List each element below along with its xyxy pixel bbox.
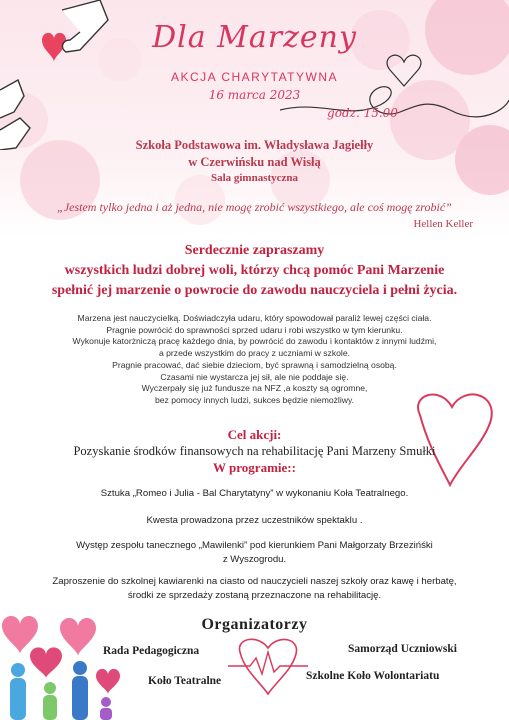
invitation-line: spełnić jej marzenie o powrocie do zawodu nauczyciela i pełni życia. — [51, 283, 458, 298]
program-item-line: z Wyszogrodu. — [222, 554, 287, 565]
program-item — [0, 539, 509, 567]
program-item-line: środki ze sprzedaży zostaną przeznaczone na rehabilitację. — [127, 590, 382, 601]
school-line2: w Czerwińsku nad Wisłą — [188, 155, 321, 169]
story-line: bez pomocy innych ludzi, sukces będzie niemożliwy. — [154, 394, 355, 405]
venue-school — [0, 137, 509, 171]
invitation — [0, 241, 509, 301]
page-title: Dla Marzeny — [152, 20, 357, 55]
story-line: Pragnie pracować, dać siebie dzieciom, być sprawną i samodzielną osobą. — [112, 359, 397, 370]
program-item-line: Zaproszenie do szkolnej kawiarenki na ciasto od nauczycieli naszej szkoły oraz kawę i herbatę, — [52, 576, 457, 587]
school-line1: Szkoła Podstawowa im. Władysława Jagiełły — [135, 138, 374, 152]
invitation-line: wszystkich ludzi dobrej woli, którzy chcą pomóc Pani Marzenie — [64, 263, 445, 278]
story-line: Wyczerpały się już fundusze na NFZ ,a koszty są ogromne, — [141, 383, 368, 394]
event-subtitle: AKCJA CHARYTATYWNA — [170, 70, 339, 84]
heart-pulse-icon — [228, 632, 308, 700]
program-item-line: Występ zespołu tanecznego „Mawilenki” pod kierunkiem Pani Małgorzaty Brzezińśki — [76, 540, 433, 551]
story-line: a przede wszystkim do pracy z uczniami w szkole. — [158, 348, 351, 359]
goal-heading: Cel akcji: — [227, 427, 282, 442]
story-line: Czasami nie wystarcza jej sił, ale nie poddaje się. — [160, 371, 349, 382]
invitation-line: Serdecznie zapraszamy — [184, 243, 325, 258]
quote-author: Hellen Keller — [413, 218, 473, 230]
organizer-wolontariat: Szkolne Koło Wolontariatu — [306, 670, 440, 682]
event-date: 16 marca 2023 — [208, 88, 301, 102]
quote-text: „Jestem tylko jedna i aż jedna, nie mogę zrobić wszystkiego, ale coś mogę zrobić” — [57, 200, 452, 214]
program-item: Sztuka „Romeo i Julia - Bal Charytatyny” w wykonaniu Koła Teatralnego. — [100, 488, 409, 499]
organizer-rada: Rada Pedagogiczna — [103, 645, 200, 657]
program-item — [0, 575, 509, 603]
program-item: Kwesta prowadzona przez uczestników spektaklu . — [146, 515, 363, 526]
goal-text: Pozyskanie środków finansowych na rehabilitację Pani Marzeny Smułki — [73, 444, 436, 458]
story-line: Marzena jest nauczycielką. Doświadczyła udaru, który spowodował paraliż lewej części ciała. — [77, 313, 432, 323]
program-heading: W programie:: — [213, 460, 296, 475]
event-time: godz. 15.00 — [327, 106, 398, 120]
organizer-samorzad: Samorząd Uczniowski — [348, 643, 457, 655]
organizer-kolo-teatralne: Koło Teatralne — [148, 675, 222, 687]
story-line: Pragnie powrócić do sprawności sprzed udaru i robi wszystko w tym kierunku. — [106, 324, 403, 335]
venue-hall: Sala gimnastyczna — [210, 172, 299, 184]
story-line: Wykonuje katorżniczą pracę każdego dnia, by powrócić do zawodu i kontaktów z innymi ludźmi, — [72, 336, 437, 347]
organizers-heading: Organizatorzy — [201, 616, 308, 633]
